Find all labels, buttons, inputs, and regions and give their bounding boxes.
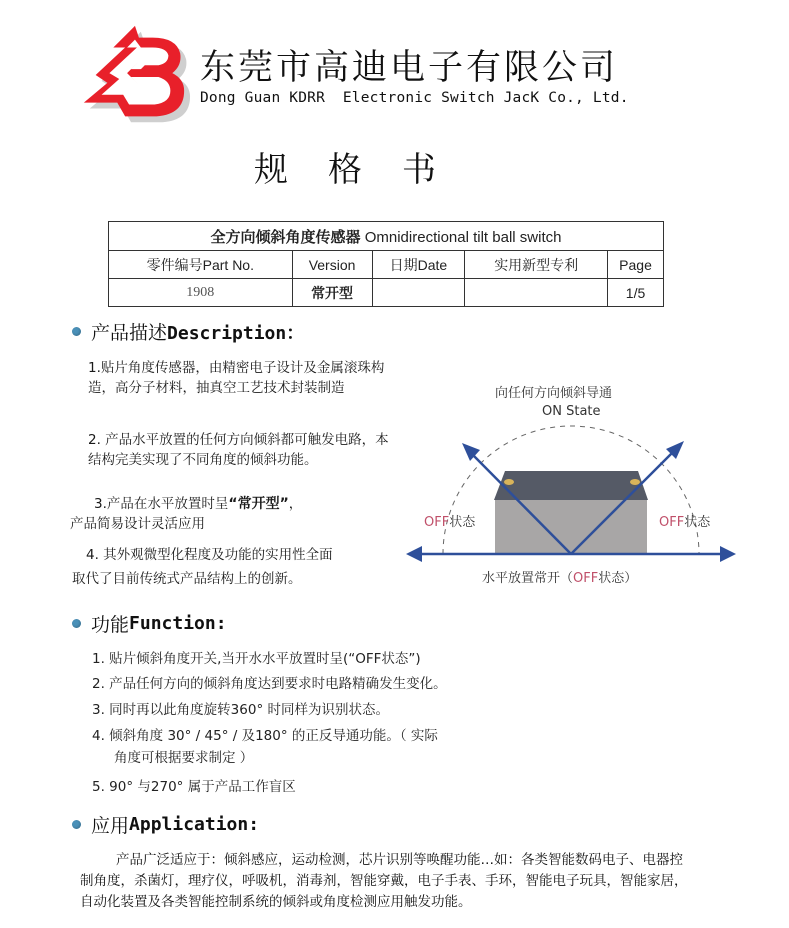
description-text-3d: 产品简易设计灵活应用 (70, 516, 205, 532)
tilt-diagram (400, 370, 750, 590)
description-para-4 (70, 545, 390, 589)
description-text-2: 2. 产品水平放置的任何方向倾斜都可触发电路，本结构完美实现了不同角度的倾斜功能。 (88, 432, 389, 468)
horizontal-label-cn: 水平放置常开（ (482, 571, 574, 586)
description-text-4b: 取代了目前传统式产品结构上的创新。 (72, 571, 302, 587)
function-item-5: 5. 90° 与270° 属于产品工作盲区 (92, 779, 296, 795)
function-heading-cn: 功能 (91, 614, 130, 636)
table-row (109, 279, 664, 307)
description-para-2 (70, 430, 390, 470)
function-item-4: 4. 倾斜角度 30° / 45° / 及180° 的正反导通功能。（ 实际 (92, 728, 438, 744)
application-paragraph: 产品广泛适应于：倾斜感应，运动检测，芯片识别等唤醒功能…如：各类智能数码电子、电器控制角度，杀菌灯，理疗仪，呼吸机，消毒剂，智能穿戴，电子手表、手环，智能电子玩具，智能家居，自动化装置及各类智能控制系统的倾斜或角度检测应用触发功能。 (80, 852, 688, 910)
bullet-icon (72, 820, 81, 829)
on-state-label-cn: 向任何方向倾斜导通 (495, 386, 613, 401)
description-heading-cn: 产品描述 (91, 322, 168, 344)
date-value (372, 279, 465, 307)
left-off-cn: 状态 (449, 515, 476, 530)
header-part-no: 零件编号Part No. (109, 251, 293, 279)
right-off-en: OFF (659, 515, 685, 530)
horizontal-label-tail: 状态） (598, 571, 638, 586)
table-header-row (109, 251, 664, 279)
left-off-en: OFF (424, 515, 450, 530)
header-version: Version (292, 251, 372, 279)
part-no-value: 1908 (109, 279, 293, 307)
tilt-diagram-graphic (400, 370, 750, 590)
header-page: Page (608, 251, 664, 279)
normally-open-emphasis: “常开型” (228, 496, 289, 512)
function-heading-en: Function: (129, 613, 227, 634)
description-para-1 (70, 358, 390, 398)
company-name-cn: 东莞市高迪电子有限公司 (200, 48, 619, 88)
product-name-en: Omnidirectional tilt ball switch (360, 228, 562, 246)
document-title: 规格书 (254, 150, 476, 190)
page-value: 1/5 (608, 279, 664, 307)
on-state-label-en: ON State (542, 404, 601, 419)
description-para-3 (70, 494, 390, 534)
application-text (80, 850, 695, 913)
company-logo-icon (74, 18, 192, 136)
description-heading (72, 318, 304, 345)
description-text-3 (70, 494, 390, 514)
patent-value (465, 279, 608, 307)
company-name-en: Dong Guan KDRR Electronic Switch JacK Co., Ltd. (200, 90, 629, 106)
table-title-row (109, 222, 664, 251)
version-value: 常开型 (292, 279, 372, 307)
horizontal-label-off: OFF (573, 571, 599, 586)
function-item-3: 3. 同时再以此角度旋转360° 时同样为识别状态。 (92, 702, 389, 718)
function-item-1: 1. 贴片倾斜角度开关,当开水水平放置时呈(“OFF状态”) (92, 651, 421, 667)
header-patent: 实用新型专利 (465, 251, 608, 279)
bullet-icon (72, 619, 81, 628)
description-text-1: 1.贴片角度传感器，由精密电子设计及金属滚珠构造，高分子材料，抽真空工艺技术封装制造 (88, 360, 385, 396)
spec-table (108, 221, 664, 307)
left-off-label (424, 511, 475, 530)
product-name-cn: 全方向倾斜角度传感器 (210, 228, 361, 246)
description-text-4a: 4. 其外观微型化程度及功能的实用性全面 (86, 547, 333, 563)
right-off-label (659, 511, 710, 530)
function-item-4-cont: 角度可根据要求制定 ） (114, 750, 254, 766)
bullet-icon (72, 327, 81, 336)
description-text-3a: 3.产品在水平放置时呈 (94, 496, 229, 512)
function-heading (72, 610, 227, 637)
header-date: 日期Date (372, 251, 465, 279)
description-text-3c: ， (288, 496, 303, 512)
application-heading-cn: 应用 (91, 815, 130, 837)
horizontal-off-label (482, 567, 637, 586)
application-heading-en: Application: (129, 814, 260, 835)
function-item-2: 2. 产品任何方向的倾斜角度达到要求时电路精确发生变化。 (92, 676, 447, 692)
application-heading (72, 811, 259, 838)
right-off-cn: 状态 (684, 515, 711, 530)
table-title-cell (109, 222, 664, 251)
description-heading-en: Description： (167, 322, 305, 344)
